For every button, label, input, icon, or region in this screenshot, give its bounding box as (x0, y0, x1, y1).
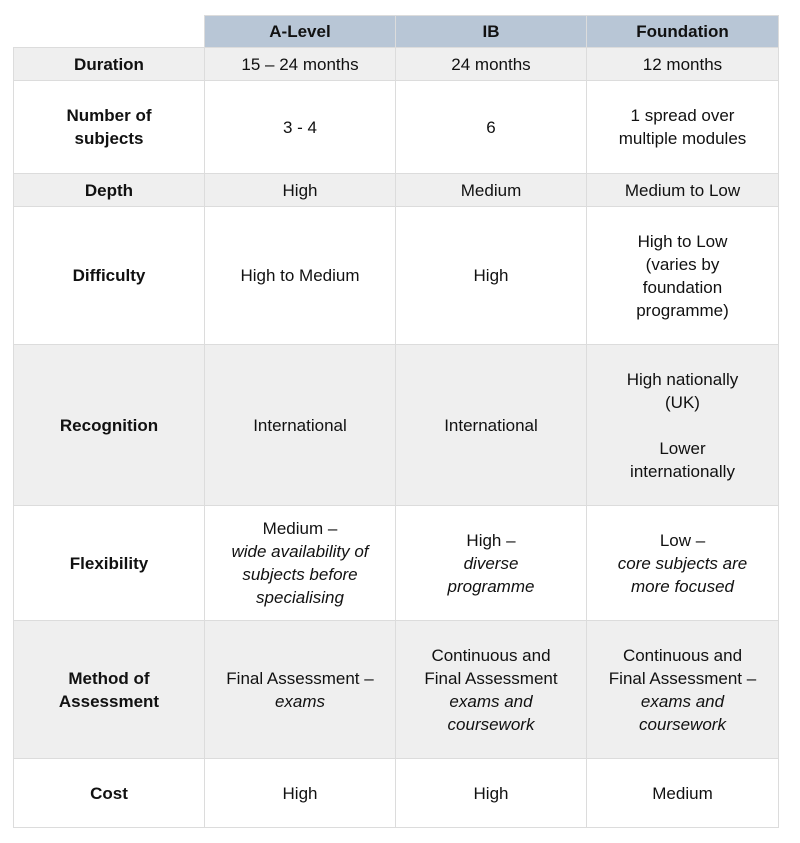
row-label-flexibility: Flexibility (14, 506, 205, 621)
cell-line: Medium – (262, 519, 338, 538)
cell-assessment-a-level (205, 621, 396, 759)
cell-spacer (593, 414, 772, 437)
header-empty-cell (14, 16, 205, 48)
cell-difficulty-ib: High (396, 207, 587, 345)
cell-cost-ib: High (396, 759, 587, 828)
cell-subjects-a-level: 3 - 4 (205, 81, 396, 174)
cell-line: internationally (630, 461, 735, 481)
cell-assessment-ib (396, 621, 587, 759)
row-depth (14, 174, 779, 207)
label-line: Method of (68, 668, 150, 688)
row-label-assessment (14, 621, 205, 759)
cell-flexibility-a-level (205, 506, 396, 621)
cell-line-italic: diverse (463, 553, 519, 573)
cell-line-italic: programme (447, 576, 535, 596)
cell-cost-foundation: Medium (587, 759, 779, 828)
cell-subjects-foundation (587, 81, 779, 174)
cell-depth-foundation: Medium to Low (587, 174, 779, 207)
comparison-table (13, 15, 779, 828)
cell-recognition-foundation (587, 345, 779, 506)
cell-line-italic: coursework (447, 714, 535, 734)
cell-line-italic: exams (274, 691, 326, 711)
cell-line-italic: coursework (639, 714, 726, 734)
cell-line: multiple modules (618, 129, 747, 148)
cell-line-italic: subjects before (242, 565, 358, 584)
header-a-level: A-Level (205, 16, 396, 48)
cell-line-italic: exams and (449, 691, 533, 711)
cell-line: Lower (659, 438, 706, 458)
header-ib: IB (396, 16, 587, 48)
cell-line: High nationally (626, 369, 739, 389)
cell-recognition-a-level: International (205, 345, 396, 506)
cell-recognition-ib: International (396, 345, 587, 506)
row-difficulty (14, 207, 779, 345)
cell-duration-a-level: 15 – 24 months (205, 48, 396, 81)
cell-difficulty-a-level: High to Medium (205, 207, 396, 345)
cell-depth-ib: Medium (396, 174, 587, 207)
row-recognition (14, 345, 779, 506)
cell-line-italic: wide availability of (231, 542, 369, 561)
cell-difficulty-foundation (587, 207, 779, 345)
cell-line-italic: core subjects are (617, 553, 748, 573)
cell-line: Final Assessment – (608, 668, 757, 688)
cell-line: (varies by (645, 254, 720, 274)
cell-line: (UK) (665, 392, 700, 412)
cell-line: Final Assessment (424, 668, 558, 688)
cell-line-italic: more focused (631, 576, 734, 596)
row-assessment (14, 621, 779, 759)
cell-assessment-foundation (587, 621, 779, 759)
row-label-duration: Duration (14, 48, 205, 81)
cell-line: Low – (659, 530, 706, 550)
cell-cost-a-level: High (205, 759, 396, 828)
row-label-subjects (14, 81, 205, 174)
row-label-cost: Cost (14, 759, 205, 828)
row-label-depth: Depth (14, 174, 205, 207)
cell-flexibility-ib (396, 506, 587, 621)
header-row (14, 16, 779, 48)
cell-line: Continuous and (431, 645, 551, 665)
label-line: Number of (66, 106, 152, 125)
cell-subjects-ib: 6 (396, 81, 587, 174)
header-foundation: Foundation (587, 16, 779, 48)
cell-line-italic: exams and (640, 691, 725, 711)
cell-flexibility-foundation (587, 506, 779, 621)
cell-line: programme) (636, 300, 729, 320)
cell-duration-ib: 24 months (396, 48, 587, 81)
cell-line: Final Assessment – (226, 668, 374, 688)
label-line: Assessment (58, 691, 160, 711)
cell-line: High to Low (637, 231, 728, 251)
row-label-recognition: Recognition (14, 345, 205, 506)
cell-line: High – (466, 530, 516, 550)
row-flexibility (14, 506, 779, 621)
row-cost (14, 759, 779, 828)
cell-depth-a-level: High (205, 174, 396, 207)
row-label-difficulty: Difficulty (14, 207, 205, 345)
cell-line: Continuous and (622, 645, 743, 665)
row-duration (14, 48, 779, 81)
cell-line: 1 spread over (630, 106, 735, 125)
cell-line-italic: specialising (256, 588, 344, 607)
label-line: subjects (74, 129, 144, 148)
cell-duration-foundation: 12 months (587, 48, 779, 81)
row-subjects (14, 81, 779, 174)
cell-line: foundation (642, 277, 723, 297)
